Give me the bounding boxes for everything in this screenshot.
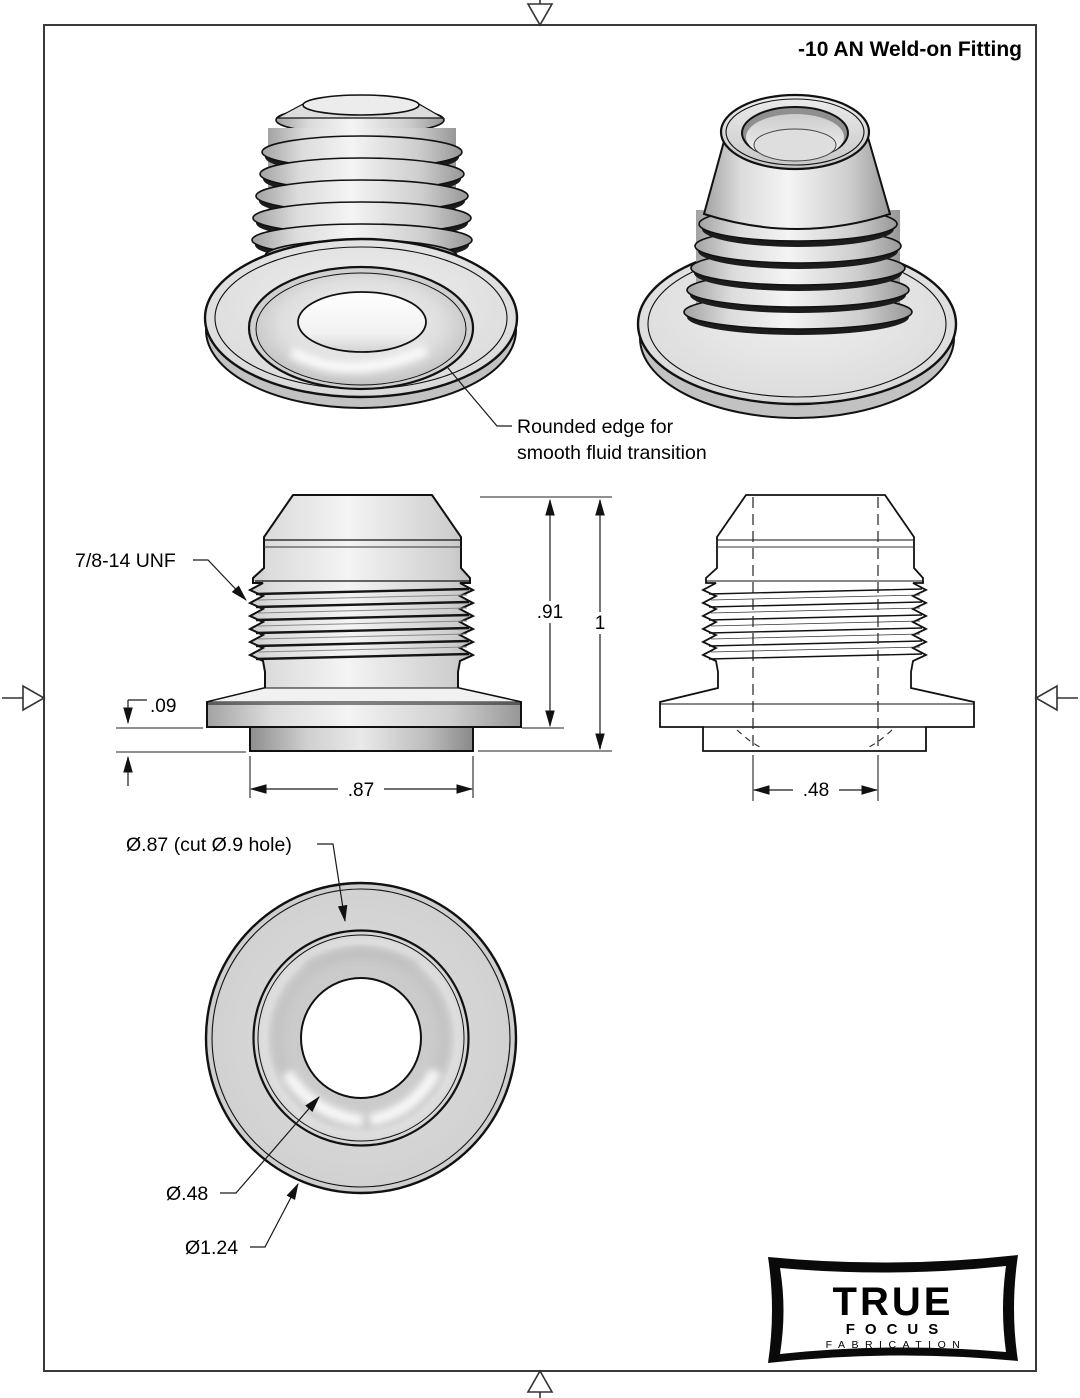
company-logo: [768, 1255, 1018, 1363]
logo-line-1: TRUE: [832, 1280, 954, 1324]
dim-48-label: .48: [802, 780, 830, 801]
annotation-line-1: Rounded edge for: [517, 416, 674, 438]
side-view-shaded: [207, 495, 521, 751]
thread-spec-label: 7/8-14 UNF: [75, 550, 176, 572]
registration-mark-top: [528, 0, 552, 25]
registration-mark-bottom: [528, 1371, 552, 1398]
bore-circle: [301, 978, 421, 1098]
annotation-line-2: smooth fluid transition: [517, 442, 707, 464]
dim-87-label: .87: [347, 780, 375, 801]
registration-mark-left: [2, 686, 44, 710]
dim-1-label: 1: [594, 613, 606, 634]
weld-spigot-bell: [249, 267, 473, 389]
side-view-lineart: [660, 495, 974, 751]
dim-09-label: .09: [150, 696, 177, 717]
front-outer-dia-label: Ø1.24: [185, 1237, 239, 1259]
logo-line-3: FABRICATION: [825, 1339, 967, 1351]
front-spigot-dia-label: Ø.87 (cut Ø.9 hole): [126, 834, 292, 856]
drawing-title: -10 AN Weld-on Fitting: [798, 38, 1022, 61]
bore-opening: [298, 292, 426, 352]
iso-view-weld-end: [205, 95, 517, 408]
front-view-weld-end: [206, 883, 516, 1193]
dim-spigot-width: [250, 756, 473, 801]
dim-bore-width: [753, 755, 878, 801]
dim-thread-spec: [75, 550, 246, 600]
flare-seat: [721, 95, 869, 169]
registration-mark-right: [1036, 686, 1078, 710]
logo-line-2: FOCUS: [845, 1321, 949, 1338]
iso-view-flare-end: [638, 95, 956, 418]
dim-91-label: .91: [536, 602, 564, 623]
front-bore-dia-label: Ø.48: [166, 1183, 209, 1205]
